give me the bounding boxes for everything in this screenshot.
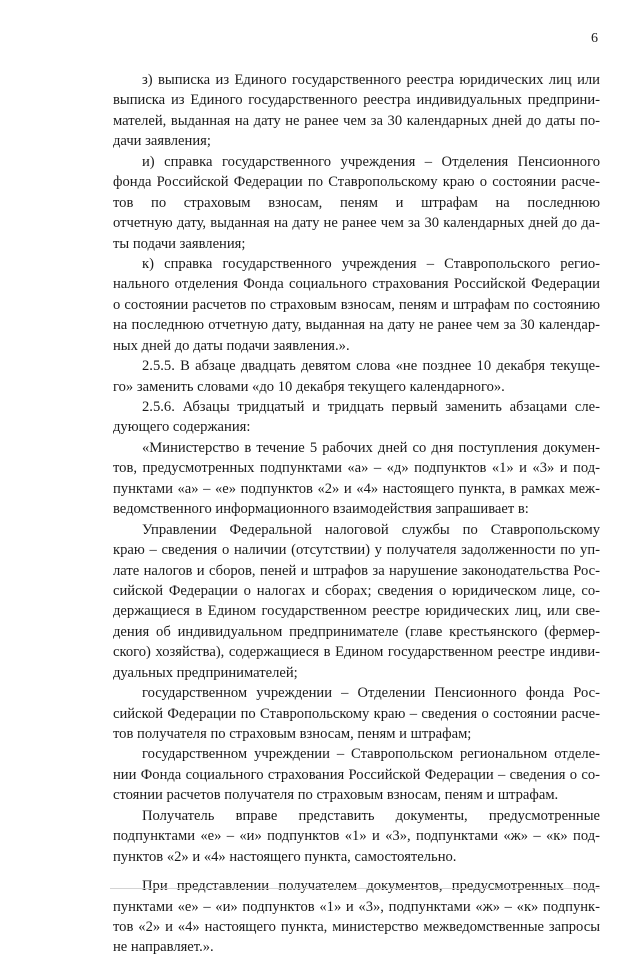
text-line: з) выписка из Единого государственного реестра юридических лиц или xyxy=(142,72,600,88)
text-line: лате налогов и сборов, пеней и штрафов за нарушение законодательства Рос- xyxy=(113,562,600,579)
text-line: пунктами «е» – «и» подпунктов «1» и «3», подпунктами «ж» – «к» подпунк- xyxy=(113,898,600,915)
text-line: и) справка государственного учреждения – Отделения Пенсионного xyxy=(142,153,600,170)
text-line: тов «2» и «4» настоящего пункта, министерство межведомственные запросы xyxy=(113,918,600,935)
paragraph-fns xyxy=(113,520,600,684)
paragraph-z xyxy=(113,70,600,152)
text-line: дения об индивидуальном предпринимателе (главе крестьянского (фермер- xyxy=(113,623,600,640)
paragraph-2-5-6 xyxy=(113,397,600,438)
text-line: При представлении получателем документов, предусмотренных под- xyxy=(142,878,600,895)
text-line: не направляет.». xyxy=(113,939,214,956)
text-line: краю – сведения о наличии (отсутствии) у получателя задолженности по уп- xyxy=(113,542,600,559)
text-line: пунктов «2» и «4» настоящего пункта, самостоятельно. xyxy=(113,848,457,865)
text-line: стоянии расчетов получателя по страховым взносам, пеням и штрафам. xyxy=(113,787,559,804)
paragraph-k xyxy=(113,254,600,356)
paragraph-i xyxy=(113,152,600,254)
text-line: сийской Федерации по Ставропольскому краю – сведения о состоянии расче- xyxy=(113,705,600,722)
text-line: мателей, выданная на дату не ранее чем за 30 календарных дней до даты по- xyxy=(113,112,600,129)
paragraph-ministry xyxy=(113,438,600,520)
text-line: Управлении Федеральной налоговой службы по Ставропольскому xyxy=(142,521,600,538)
paragraph-recipient xyxy=(113,806,600,867)
text-line: о состоянии расчетов по страховым взносам, пеням и штрафам по состоянию xyxy=(113,296,600,313)
text-line: тов получателя по страховым взносам, пеням и штрафам; xyxy=(113,726,472,742)
text-line: к) справка государственного учреждения – Ставропольского регио- xyxy=(142,255,600,272)
text-line: ты подачи заявления; xyxy=(113,235,246,252)
text-line: «Министерство в течение 5 рабочих дней со дня поступления докумен- xyxy=(142,439,600,456)
text-line: ского) хозяйства), содержащиеся в Едином государственном реестре индиви- xyxy=(113,644,600,661)
text-line: государственном учреждении – Ставропольском региональном отделе- xyxy=(142,746,600,763)
page-number: 6 xyxy=(591,31,598,46)
text-line: го» заменить словами «до 10 декабря текущего календарного». xyxy=(113,378,505,395)
text-line: Получатель вправе представить документы, предусмотренные xyxy=(142,807,600,824)
text-line: дачи заявления; xyxy=(113,133,211,150)
text-line: фонда Российской Федерации по Ставропольскому краю о состоянии расче- xyxy=(113,174,600,191)
text-line: тов по страховым взносам, пеням и штрафам на последнюю xyxy=(113,194,600,211)
text-line: подпунктами «е» – «и» подпунктов «1» и «3», подпунктами «ж» – «к» под- xyxy=(113,828,600,845)
text-line: тов, предусмотренных подпунктами «а» – «д» подпунктов «1» и «3» и под- xyxy=(113,460,600,477)
document-body xyxy=(113,70,600,958)
text-line: выписка из Единого государственного реестра индивидуальных предприни- xyxy=(113,92,600,109)
text-line: 2.5.6. Абзацы тридцатый и тридцать первый заменить абзацами сле- xyxy=(142,399,600,415)
page-bottom-rule xyxy=(110,888,600,889)
text-line: ведомственного информационного взаимодействия запрашивает в: xyxy=(113,501,529,518)
text-line: дующего содержания: xyxy=(113,419,251,436)
text-line: сийской Федерации о налогах и сборах; сведения о юридическом лице, со- xyxy=(113,582,600,599)
paragraph-fss xyxy=(113,744,600,805)
paragraph-2-5-5 xyxy=(113,356,600,397)
text-line: держащиеся в Едином государственном реестре юридических лиц, или све- xyxy=(113,603,600,620)
text-line: дуальных предпринимателей; xyxy=(113,664,298,681)
text-line: 2.5.5. В абзаце двадцать девятом слова «не позднее 10 декабря текуще- xyxy=(142,358,600,375)
paragraph-pfr xyxy=(113,683,600,744)
text-line: нии Фонда социального страхования Российской Федерации – сведения о со- xyxy=(113,766,600,783)
text-line: пунктами «а» – «е» подпунктов «2» и «4» настоящего пункта, в рамках меж- xyxy=(113,480,600,497)
text-line: нального отделения Фонда социального страхования Российской Федерации xyxy=(113,276,600,293)
text-line: ных дней до даты подачи заявления.». xyxy=(113,337,350,354)
text-line: на последнюю отчетную дату, выданная на дату не ранее чем за 30 календар- xyxy=(113,317,600,334)
text-line: отчетную дату, выданная на дату не ранее чем за 30 календарных дней до да- xyxy=(113,215,600,232)
text-line: государственном учреждении – Отделении Пенсионного фонда Рос- xyxy=(142,685,600,702)
